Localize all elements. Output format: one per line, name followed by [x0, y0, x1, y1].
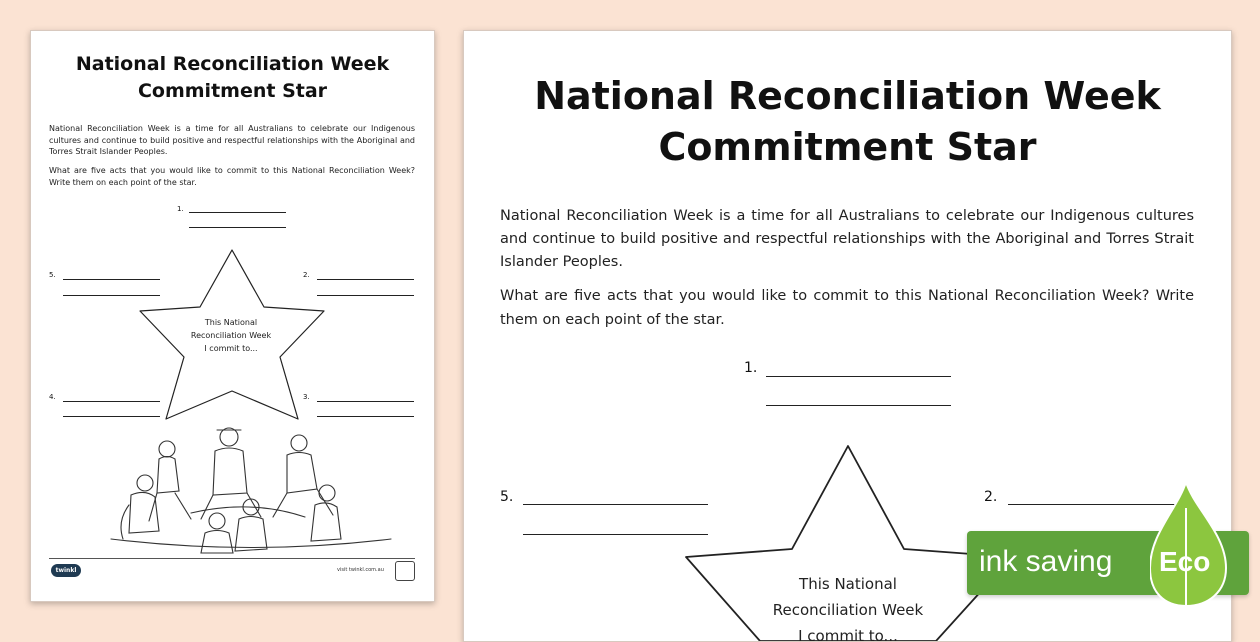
- thumbnail-point-4-label: 4.: [49, 393, 56, 401]
- point-5-label: 5.: [500, 489, 514, 505]
- thumbnail-star-text: [171, 316, 291, 355]
- ink-saving-text: ink saving: [979, 545, 1113, 578]
- worksheet-question: What are five acts that you would like to commit to this National Reconciliation Week? Write them on each point of the star.: [500, 288, 1194, 328]
- star-text-line: Reconciliation Week: [772, 601, 924, 619]
- point-2-label: 2.: [984, 489, 998, 505]
- worksheet-intro: National Reconciliation Week is a time for all Australians to celebrate our Indigenous cultures and continue to build positive and respectful relationships with the Aboriginal and Torres Strait Islander Peoples.: [500, 208, 1194, 270]
- people-circle-illustration: [101, 421, 401, 556]
- eco-badge-label: Eco: [1159, 546, 1211, 577]
- point-1-label: 1.: [744, 360, 758, 376]
- thumbnail-point-5-label: 5.: [49, 271, 56, 279]
- thumbnail-star-text-line: This National: [204, 318, 258, 327]
- thumbnail-footer-rule: [49, 558, 415, 559]
- thumbnail-star-text-line: Reconciliation Week: [190, 331, 272, 340]
- worksheet-thumbnail: [30, 30, 435, 602]
- thumbnail-point-3-label: 3.: [303, 393, 310, 401]
- footer-badge-icon: [395, 561, 415, 581]
- thumbnail-point-1-label: 1.: [177, 205, 184, 213]
- twinkl-logo: twinkl: [51, 564, 81, 577]
- thumbnail-title-line2: Commitment Star: [137, 80, 328, 102]
- footer-url: visit twinkl.com.au: [337, 567, 384, 573]
- worksheet-title-line2: Commitment Star: [658, 125, 1037, 169]
- thumbnail-point-2-label: 2.: [303, 271, 310, 279]
- star-text-line: I commit to...: [798, 627, 898, 642]
- star-text-line: This National: [799, 575, 897, 593]
- star-text: [748, 571, 948, 642]
- worksheet-title-line1: National Reconciliation Week: [534, 74, 1161, 118]
- thumbnail-title-line1: National Reconciliation Week: [75, 53, 390, 75]
- thumbnail-star-text-line: I commit to...: [204, 344, 258, 353]
- thumbnail-intro: National Reconciliation Week is a time for all Australians to celebrate our Indigenous cultures and continue to build positive and respectful relationships with the Aboriginal and Torres Strait Islander Peoples.: [49, 124, 415, 156]
- thumbnail-question: What are five acts that you would like to commit to this National Reconciliation Week? Write them on each point of the star.: [49, 166, 415, 187]
